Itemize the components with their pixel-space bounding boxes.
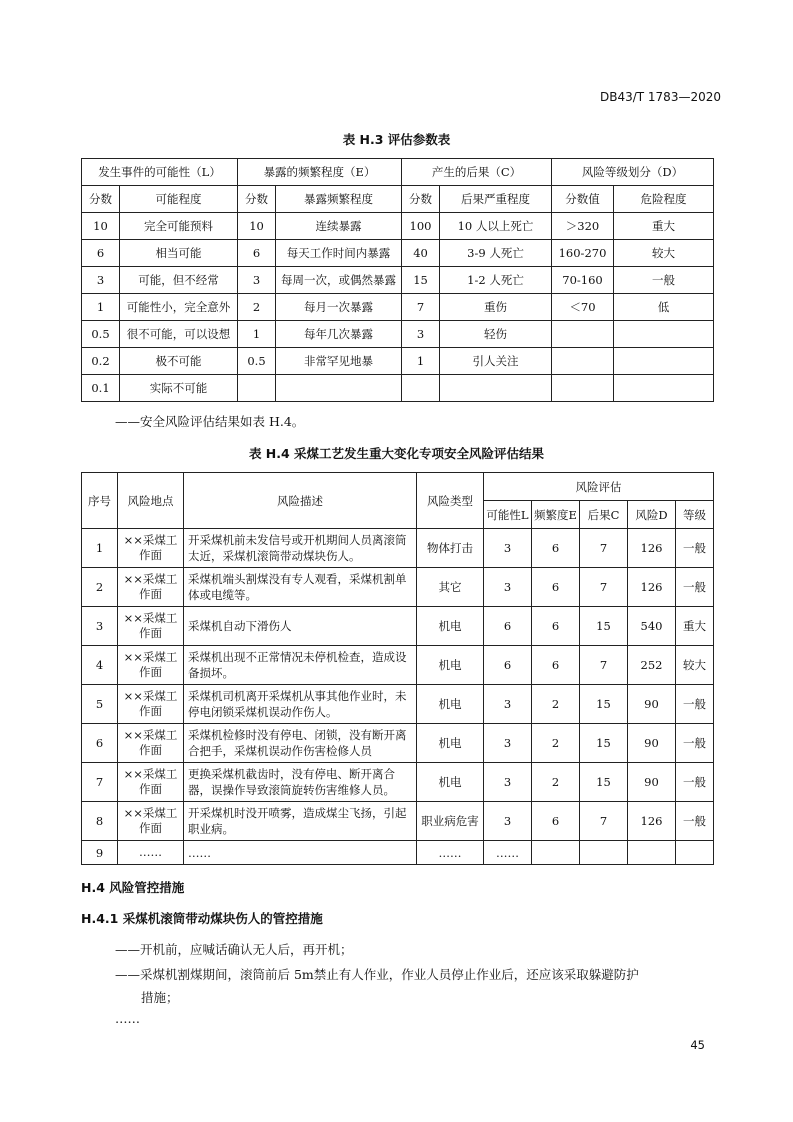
table-row — [82, 348, 714, 375]
cell-location: ××采煤工作面 — [118, 685, 184, 724]
table-cell: 3 — [238, 267, 276, 294]
table-row — [82, 802, 714, 841]
subheader: 暴露频繁程度 — [276, 186, 402, 213]
table-cell: 引人关注 — [440, 348, 552, 375]
table-cell — [552, 321, 614, 348]
group-header: 暴露的频繁程度（E） — [238, 159, 402, 186]
table-cell: 一般 — [614, 267, 714, 294]
table-cell: 1 — [82, 294, 120, 321]
cell-description: …… — [184, 841, 417, 865]
cell-type: 物体打击 — [417, 529, 484, 568]
cell-d: 90 — [628, 724, 676, 763]
table-cell: 10 人以上死亡 — [440, 213, 552, 240]
table-h4 — [81, 472, 714, 865]
table-row — [82, 213, 714, 240]
cell-e: 6 — [532, 568, 580, 607]
cell-location: ××采煤工作面 — [118, 607, 184, 646]
table-cell: 3 — [402, 321, 440, 348]
cell-location: ××采煤工作面 — [118, 529, 184, 568]
header-type: 风险类型 — [417, 473, 484, 529]
cell-type: …… — [417, 841, 484, 865]
cell-e: 2 — [532, 763, 580, 802]
table-row — [82, 724, 714, 763]
table-cell: 70-160 — [552, 267, 614, 294]
table-row — [82, 321, 714, 348]
table-row — [82, 529, 714, 568]
table-cell: 可能，但不经常 — [120, 267, 238, 294]
table-cell — [276, 375, 402, 402]
table-cell — [552, 348, 614, 375]
subheader: 分数 — [82, 186, 120, 213]
table-cell: 相当可能 — [120, 240, 238, 267]
cell-type: 机电 — [417, 646, 484, 685]
cell-d: 126 — [628, 802, 676, 841]
cell-location: ××采煤工作面 — [118, 724, 184, 763]
header-d: 风险D — [628, 501, 676, 529]
table-cell: 6 — [82, 240, 120, 267]
cell-l: 3 — [484, 763, 532, 802]
group-header: 发生事件的可能性（L） — [82, 159, 238, 186]
table-cell: 0.1 — [82, 375, 120, 402]
cell-type: 机电 — [417, 685, 484, 724]
cell-l: 6 — [484, 646, 532, 685]
table-cell: 轻伤 — [440, 321, 552, 348]
cell-d: 540 — [628, 607, 676, 646]
table-cell: 1-2 人死亡 — [440, 267, 552, 294]
cell-e: 6 — [532, 529, 580, 568]
measure-paragraph-continued: 措施； — [141, 990, 179, 1005]
cell-d: 126 — [628, 568, 676, 607]
table-row — [82, 375, 714, 402]
table-cell: 实际不可能 — [120, 375, 238, 402]
table-cell: 每年几次暴露 — [276, 321, 402, 348]
cell-level: 重大 — [676, 607, 714, 646]
cell-e: 6 — [532, 802, 580, 841]
subheader: 分数 — [238, 186, 276, 213]
table-h3-group-row — [82, 159, 714, 186]
header-no: 序号 — [82, 473, 118, 529]
table-row — [82, 607, 714, 646]
cell-no: 2 — [82, 568, 118, 607]
cell-no: 3 — [82, 607, 118, 646]
header-location: 风险地点 — [118, 473, 184, 529]
subheader: 危险程度 — [614, 186, 714, 213]
cell-type: 其它 — [417, 568, 484, 607]
header-eval: 风险评估 — [484, 473, 714, 501]
cell-level: 一般 — [676, 568, 714, 607]
cell-description: 开采煤机前未发信号或开机期间人员离滚筒太近，采煤机滚筒带动煤块伤人。 — [184, 529, 417, 568]
table-cell — [614, 321, 714, 348]
cell-no: 1 — [82, 529, 118, 568]
table-cell: 6 — [238, 240, 276, 267]
cell-c: 15 — [580, 724, 628, 763]
table-cell: 非常罕见地暴 — [276, 348, 402, 375]
cell-description: 采煤机端头割煤没有专人观看，采煤机割单体或电缆等。 — [184, 568, 417, 607]
table-cell: 较大 — [614, 240, 714, 267]
table-h4-reference-note: ——安全风险评估结果如表 H.4。 — [115, 414, 305, 429]
header-level: 等级 — [676, 501, 714, 529]
table-cell: 160-270 — [552, 240, 614, 267]
table-cell: 10 — [238, 213, 276, 240]
cell-no: 8 — [82, 802, 118, 841]
subheader: 分数 — [402, 186, 440, 213]
cell-type: 机电 — [417, 607, 484, 646]
table-cell: 每周一次，或偶然暴露 — [276, 267, 402, 294]
table-cell: 重大 — [614, 213, 714, 240]
table-cell: 可能性小，完全意外 — [120, 294, 238, 321]
table-cell: 重伤 — [440, 294, 552, 321]
table-cell: ＜70 — [552, 294, 614, 321]
cell-description: 采煤机检修时没有停电、闭锁，没有断开离合把手，采煤机误动作伤害检修人员 — [184, 724, 417, 763]
table-row — [82, 646, 714, 685]
cell-level: 较大 — [676, 646, 714, 685]
cell-e: 6 — [532, 607, 580, 646]
cell-l: 3 — [484, 685, 532, 724]
table-cell — [402, 375, 440, 402]
table-cell: 100 — [402, 213, 440, 240]
header-c: 后果C — [580, 501, 628, 529]
cell-description: 采煤机司机离开采煤机从事其他作业时，未停电闭锁采煤机误动作伤人。 — [184, 685, 417, 724]
cell-c — [580, 841, 628, 865]
cell-no: 5 — [82, 685, 118, 724]
cell-c: 15 — [580, 607, 628, 646]
table-cell — [614, 348, 714, 375]
table-h4-caption: 表 H.4 采煤工艺发生重大变化专项安全风险评估结果 — [248, 446, 545, 461]
table-row — [82, 568, 714, 607]
table-row — [82, 240, 714, 267]
cell-type: 机电 — [417, 724, 484, 763]
table-h3-caption: 表 H.3 评估参数表 — [342, 132, 451, 147]
cell-d: 90 — [628, 763, 676, 802]
cell-location: ××采煤工作面 — [118, 763, 184, 802]
header-description: 风险描述 — [184, 473, 417, 529]
cell-level — [676, 841, 714, 865]
table-cell: 40 — [402, 240, 440, 267]
table-cell: 1 — [238, 321, 276, 348]
cell-level: 一般 — [676, 763, 714, 802]
section-heading-h4: H.4 风险管控措施 — [81, 880, 185, 895]
cell-d: 252 — [628, 646, 676, 685]
cell-level: 一般 — [676, 685, 714, 724]
table-h3 — [81, 158, 714, 402]
group-header: 产生的后果（C） — [402, 159, 552, 186]
cell-description: 更换采煤机截齿时，没有停电、断开离合器，误操作导致滚筒旋转伤害维修人员。 — [184, 763, 417, 802]
measure-paragraph: ——采煤机割煤期间，滚筒前后 5m禁止有人作业，作业人员停止作业后，还应该采取躲避防护 — [115, 967, 639, 982]
table-cell: 每月一次暴露 — [276, 294, 402, 321]
document-code: DB43/T 1783—2020 — [599, 90, 721, 104]
page-number: 45 — [690, 1038, 705, 1052]
header-e: 频繁度E — [532, 501, 580, 529]
cell-no: 4 — [82, 646, 118, 685]
table-cell: 1 — [402, 348, 440, 375]
table-row — [82, 685, 714, 724]
measure-paragraph: ——开机前，应喊话确认无人后，再开机； — [115, 942, 353, 957]
table-cell: 完全可能预料 — [120, 213, 238, 240]
cell-level: 一般 — [676, 724, 714, 763]
cell-c: 15 — [580, 763, 628, 802]
table-cell: 0.2 — [82, 348, 120, 375]
cell-c: 15 — [580, 685, 628, 724]
table-cell: 10 — [82, 213, 120, 240]
cell-location: ××采煤工作面 — [118, 646, 184, 685]
subheader: 分数值 — [552, 186, 614, 213]
table-cell: 连续暴露 — [276, 213, 402, 240]
cell-description: 开采煤机时没开喷雾，造成煤尘飞扬，引起职业病。 — [184, 802, 417, 841]
subheader: 可能程度 — [120, 186, 238, 213]
ellipsis-text: …… — [115, 1011, 140, 1026]
cell-e: 2 — [532, 724, 580, 763]
cell-level: 一般 — [676, 529, 714, 568]
cell-location: …… — [118, 841, 184, 865]
table-cell: 每天工作时间内暴露 — [276, 240, 402, 267]
cell-d — [628, 841, 676, 865]
table-cell — [552, 375, 614, 402]
cell-l: 3 — [484, 724, 532, 763]
cell-d: 126 — [628, 529, 676, 568]
table-h4-header-row — [82, 473, 714, 501]
cell-c: 7 — [580, 529, 628, 568]
cell-c: 7 — [580, 568, 628, 607]
table-row — [82, 841, 714, 865]
subheader: 后果严重程度 — [440, 186, 552, 213]
cell-c: 7 — [580, 802, 628, 841]
cell-d: 90 — [628, 685, 676, 724]
cell-e: 2 — [532, 685, 580, 724]
table-cell: 低 — [614, 294, 714, 321]
table-cell — [614, 375, 714, 402]
table-cell: 3 — [82, 267, 120, 294]
cell-no: 7 — [82, 763, 118, 802]
table-cell: 0.5 — [238, 348, 276, 375]
cell-no: 6 — [82, 724, 118, 763]
cell-l: 6 — [484, 607, 532, 646]
cell-l: …… — [484, 841, 532, 865]
table-h3-subheader-row — [82, 186, 714, 213]
table-cell — [440, 375, 552, 402]
header-l: 可能性L — [484, 501, 532, 529]
table-row — [82, 267, 714, 294]
cell-location: ××采煤工作面 — [118, 568, 184, 607]
table-cell: 15 — [402, 267, 440, 294]
section-heading-h41: H.4.1 采煤机滚筒带动煤块伤人的管控措施 — [81, 911, 323, 926]
table-cell: 很不可能，可以设想 — [120, 321, 238, 348]
table-cell: 极不可能 — [120, 348, 238, 375]
cell-no: 9 — [82, 841, 118, 865]
cell-location: ××采煤工作面 — [118, 802, 184, 841]
table-cell: 3-9 人死亡 — [440, 240, 552, 267]
cell-level: 一般 — [676, 802, 714, 841]
table-row — [82, 294, 714, 321]
cell-l: 3 — [484, 568, 532, 607]
cell-c: 7 — [580, 646, 628, 685]
cell-description: 采煤机出现不正常情况未停机检查，造成设备损坏。 — [184, 646, 417, 685]
cell-description: 采煤机自动下滑伤人 — [184, 607, 417, 646]
cell-type: 职业病危害 — [417, 802, 484, 841]
cell-l: 3 — [484, 802, 532, 841]
cell-l: 3 — [484, 529, 532, 568]
cell-type: 机电 — [417, 763, 484, 802]
table-cell: 7 — [402, 294, 440, 321]
table-cell — [238, 375, 276, 402]
table-row — [82, 763, 714, 802]
cell-e: 6 — [532, 646, 580, 685]
group-header: 风险等级划分（D） — [552, 159, 714, 186]
table-cell: 0.5 — [82, 321, 120, 348]
table-cell: ＞320 — [552, 213, 614, 240]
table-cell: 2 — [238, 294, 276, 321]
cell-e — [532, 841, 580, 865]
